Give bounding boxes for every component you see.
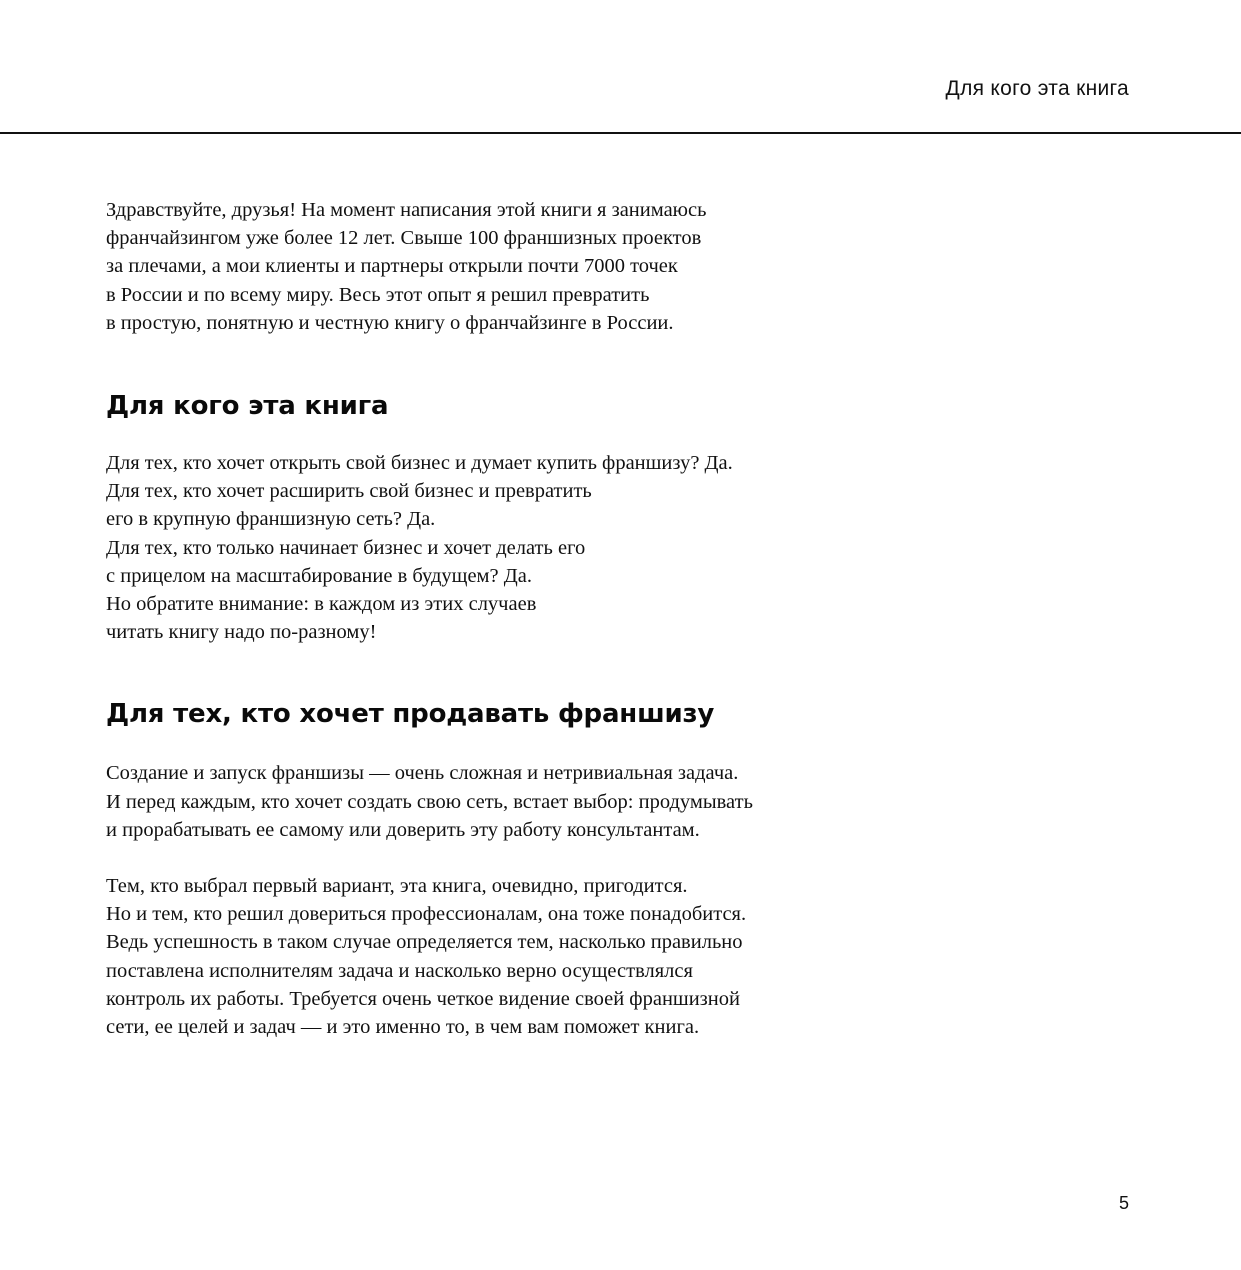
audience-line: с прицелом на масштабирование в будущем? Да. — [106, 564, 532, 587]
audience-line: его в крупную франшизную сеть? Да. — [106, 508, 436, 531]
intro-line: в России и по всему миру. Весь этот опыт я решил превратить — [106, 283, 650, 306]
audience-line: Для тех, кто хочет открыть свой бизнес и думает купить франшизу? Да. — [106, 452, 733, 475]
running-header: Для кого эта книга — [945, 77, 1129, 100]
intro-line: Здравствуйте, друзья! На момент написания этой книги я занимаюсь — [106, 199, 707, 221]
intro-line: в простую, понятную и честную книгу о франчайзинге в России. — [106, 311, 674, 334]
sellers-line: Но и тем, кто решил довериться профессионалам, она тоже понадобится. — [106, 903, 747, 926]
sellers-line: и прорабатывать ее самому или доверить эту работу консультантам. — [106, 818, 700, 841]
section-heading-sellers: Для тех, кто хочет продавать франшизу — [106, 699, 715, 730]
audience-line: читать книгу надо по-разному! — [106, 621, 377, 644]
audience-line: Для тех, кто только начинает бизнес и хочет делать его — [106, 536, 586, 559]
sellers-paragraph-1 — [106, 759, 866, 844]
audience-line: Для тех, кто хочет расширить свой бизнес и превратить — [106, 480, 592, 503]
sellers-line: сети, ее целей и задач — и это именно то, в чем вам поможет книга. — [106, 1016, 700, 1039]
sellers-line: контроль их работы. Требуется очень четкое видение своей франшизной — [106, 987, 740, 1010]
page-number: 5 — [1118, 1193, 1129, 1213]
intro-line: за плечами, а мои клиенты и партнеры открыли почти 7000 точек — [106, 255, 678, 278]
page-content — [106, 196, 866, 1041]
intro-paragraph — [106, 196, 866, 337]
section-heading-audience: Для кого эта книга — [106, 391, 389, 422]
intro-line: франчайзингом уже более 12 лет. Свыше 100 франшизных проектов — [106, 227, 702, 250]
audience-paragraph — [106, 449, 866, 646]
sellers-line: И перед каждым, кто хочет создать свою сеть, встает выбор: продумывать — [106, 790, 753, 813]
sellers-line: Ведь успешность в таком случае определяется тем, насколько правильно — [106, 931, 743, 954]
header-rule — [0, 132, 1241, 134]
sellers-paragraph-2 — [106, 872, 866, 1041]
sellers-line: Тем, кто выбрал первый вариант, эта книга, очевидно, пригодится. — [106, 875, 688, 898]
sellers-line: Создание и запуск франшизы — очень сложная и нетривиальная задача. — [106, 762, 739, 785]
audience-line: Но обратите внимание: в каждом из этих случаев — [106, 593, 537, 616]
sellers-line: поставлена исполнителям задача и насколько верно осуществлялся — [106, 959, 693, 982]
